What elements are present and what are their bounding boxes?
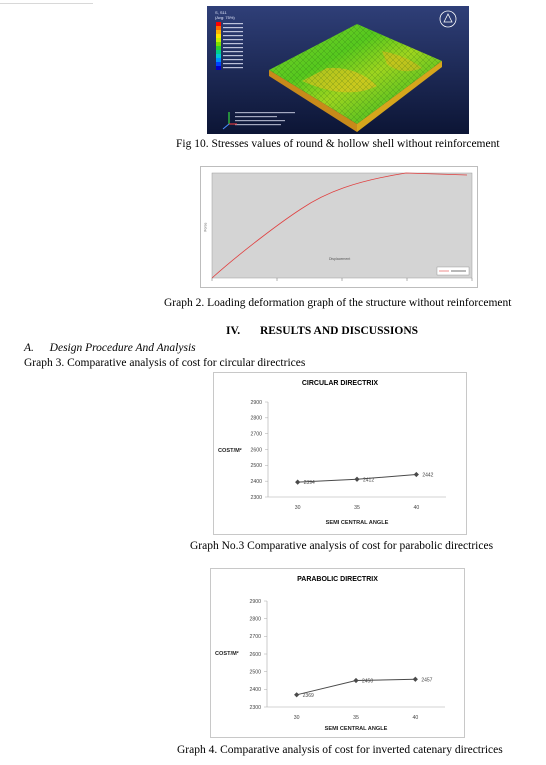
data-point (295, 480, 300, 485)
y-axis-label: COST/M² (215, 651, 239, 657)
graph-no3-caption: Graph No.3 Comparative analysis of cost for parabolic directrices (190, 540, 494, 552)
y-tick-label: 2600 (249, 651, 261, 658)
data-point (413, 677, 418, 682)
legend-subtitle: (Avg: 75%) (215, 15, 235, 20)
y-tick-label: 2600 (250, 447, 262, 454)
y-tick-label: 2300 (249, 704, 261, 711)
graph3-heading: Graph 3. Comparative analysis of cost for circular directrices (24, 357, 306, 369)
load-deformation-graph (200, 166, 478, 288)
fea-plot-svg (207, 6, 469, 134)
subsection-title: Design Procedure And Analysis (49, 342, 196, 354)
y-tick-label: 2500 (250, 463, 262, 470)
section-title: RESULTS AND DISCUSSIONS (259, 325, 419, 337)
y-axis-label: COST/M² (218, 448, 242, 454)
y-tick-label: 2700 (250, 431, 262, 438)
section-heading (226, 325, 418, 337)
data-point (414, 472, 419, 477)
fig10-caption: Fig 10. Stresses values of round & hollow shell without reinforcement (176, 138, 500, 150)
data-label: 2369 (302, 692, 314, 699)
chart-title: CIRCULAR DIRECTRIX (301, 380, 379, 387)
x-axis-label: SEMI CENTRAL ANGLE (325, 520, 389, 526)
graph2-xlabel: Displacement (329, 257, 351, 261)
chart-title: PARABOLIC DIRECTRIX (297, 576, 378, 583)
legend-title: S, S11 (215, 10, 227, 15)
graph2-ylabel: Force (203, 222, 208, 232)
y-tick-label: 2800 (249, 616, 261, 623)
x-tick-label: 35 (353, 715, 359, 721)
chart-plot (211, 569, 464, 737)
graph2-caption: Graph 2. Loading deformation graph of the structure without reinforcement (164, 297, 512, 309)
legend-color-bar (216, 22, 221, 70)
data-label: 2442 (422, 472, 434, 479)
y-tick-label: 2700 (249, 634, 261, 641)
y-tick-label: 2400 (250, 478, 262, 485)
y-tick-label: 2900 (249, 598, 261, 605)
data-point (353, 678, 358, 683)
load-deformation-svg (201, 167, 477, 287)
subsection-letter: A. (24, 342, 34, 354)
x-tick-label: 30 (294, 505, 301, 511)
graph4-caption: Graph 4. Comparative analysis of cost for inverted catenary directrices (177, 744, 503, 756)
x-tick-label: 30 (293, 715, 300, 721)
subsection-heading (24, 342, 196, 354)
x-axis-label: SEMI CENTRAL ANGLE (324, 726, 388, 732)
parabolic-directrix-chart (210, 568, 465, 738)
data-label: 2457 (421, 677, 433, 684)
x-tick-label: 35 (354, 505, 360, 511)
y-tick-label: 2300 (250, 494, 262, 501)
y-tick-label: 2800 (250, 415, 262, 422)
y-tick-label: 2500 (249, 669, 261, 676)
data-label: 2412 (363, 477, 375, 484)
data-point (294, 692, 299, 697)
y-tick-label: 2900 (250, 399, 262, 406)
fea-stress-image (207, 6, 469, 134)
data-label: 2394 (303, 480, 315, 487)
data-point (354, 477, 359, 482)
x-tick-label: 40 (413, 505, 420, 511)
x-tick-label: 40 (412, 715, 419, 721)
circular-directrix-chart (213, 372, 467, 535)
data-label: 2450 (362, 678, 374, 685)
chart-plot (214, 373, 466, 534)
top-rule (0, 3, 93, 4)
section-number: IV. (226, 325, 241, 337)
y-tick-label: 2400 (249, 687, 261, 694)
